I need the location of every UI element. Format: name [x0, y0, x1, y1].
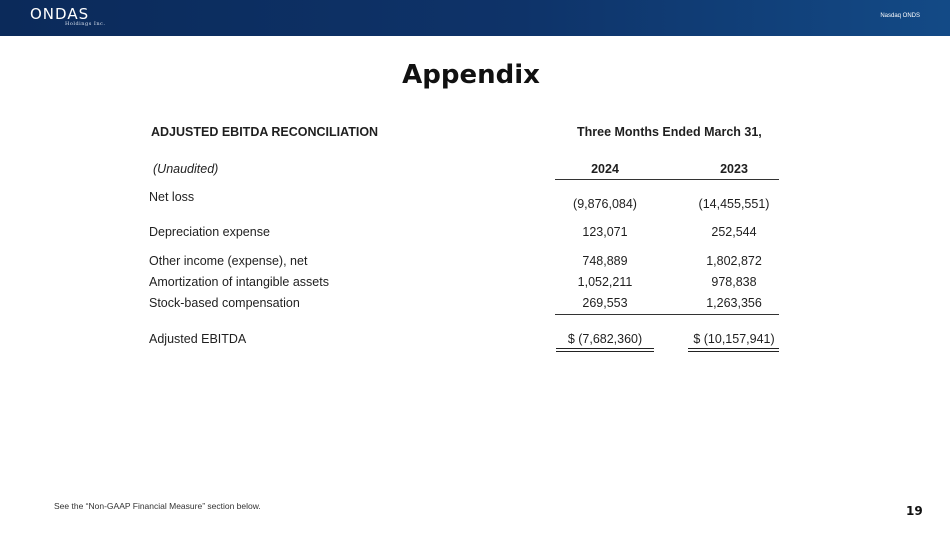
- row-label: Stock-based compensation: [149, 296, 300, 310]
- row-value-2023: 252,544: [711, 225, 757, 239]
- subtotal-rule: [555, 314, 779, 315]
- total-value-2023: $ (10,157,941): [693, 332, 775, 346]
- row-value-2024: 269,553: [582, 296, 628, 310]
- footnote: See the “Non-GAAP Financial Measure” section below.: [54, 501, 261, 511]
- logo-sub-text: Holdings Inc.: [65, 21, 106, 27]
- row-value-2023: (14,455,551): [698, 197, 770, 211]
- row-value-2024: 748,889: [582, 254, 628, 268]
- table-title: ADJUSTED EBITDA RECONCILIATION: [151, 125, 379, 139]
- column-header-2023: 2023: [720, 162, 748, 176]
- page-number: 19: [906, 504, 923, 518]
- total-value-2024: $ (7,682,360): [567, 332, 643, 346]
- double-underline-2023: [688, 348, 779, 352]
- logo-main-text: ONDAS: [30, 5, 90, 23]
- company-logo: [30, 5, 106, 27]
- row-value-2023: 978,838: [711, 275, 757, 289]
- double-underline-2024: [556, 348, 654, 352]
- row-value-2024: 1,052,211: [577, 275, 633, 289]
- header-underline: [555, 179, 779, 180]
- row-label: Other income (expense), net: [149, 254, 308, 268]
- row-label: Net loss: [149, 190, 195, 204]
- unaudited-label: (Unaudited): [153, 162, 219, 176]
- total-label: Adjusted EBITDA: [149, 332, 247, 346]
- column-header-2024: 2024: [591, 162, 619, 176]
- period-header: Three Months Ended March 31,: [577, 125, 762, 139]
- row-value-2024: (9,876,084): [573, 197, 637, 211]
- page-title: Appendix: [402, 60, 540, 90]
- row-label: Depreciation expense: [149, 225, 270, 239]
- row-value-2023: 1,802,872: [706, 254, 762, 268]
- row-value-2024: 123,071: [582, 225, 628, 239]
- ticker-label: Nasdaq ONDS: [880, 13, 920, 19]
- row-label: Amortization of intangible assets: [149, 275, 329, 289]
- header-bar: [0, 0, 950, 36]
- row-value-2023: 1,263,356: [706, 296, 762, 310]
